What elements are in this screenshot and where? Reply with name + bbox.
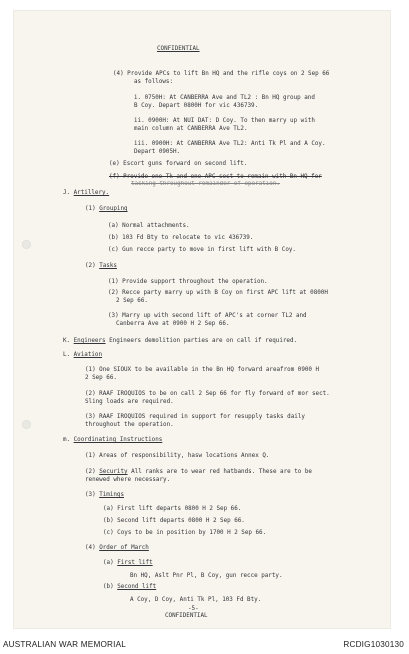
punch-hole: [22, 240, 31, 249]
text-line: iii. 0900H: At CANBERRA Ave TL2: Anti Tk Pl and A Coy.: [134, 141, 326, 147]
text-line: (1) Grouping: [85, 206, 128, 212]
text-line: (a) First lift: [103, 560, 153, 566]
text-line: (3) Marry up with second lift of APC's at corner TL2 and: [108, 313, 307, 319]
text-line: (e) Escort guns forward on second lift.: [109, 161, 248, 167]
text-line: (a) First lift departs 0800 H 2 Sep 66.: [103, 506, 242, 512]
text-line: CONFIDENTIAL: [165, 613, 208, 619]
punch-hole: [22, 420, 31, 429]
text-line: (3) RAAF IROQUIOS required in support for resupply tasks daily: [85, 414, 305, 420]
text-line: (2) Security All ranks are to wear red hatbands. These are to be: [85, 469, 312, 475]
text-line: -5-: [188, 606, 199, 612]
text-line: (4) Provide APCs to lift Bn HQ and the rifle coys on 2 Sep 66: [113, 71, 330, 77]
text-line: (c) Coys to be in position by 1700 H 2 Sep 66.: [103, 530, 267, 536]
text-line: 2 Sep 66.: [85, 375, 117, 381]
text-line: (1) One SIOUX to be available in the Bn HQ forward areafrom 0900 H: [85, 367, 320, 373]
text-line: Canberra Ave at 0900 H 2 Sep 66.: [116, 321, 230, 327]
text-line: Bn HQ, Aslt Pnr Pl, B Coy, gun recce party.: [130, 573, 283, 579]
text-line: as follows:: [134, 79, 174, 85]
text-line: main column at CANBERRA Ave TL2.: [134, 126, 248, 132]
text-line: B Coy. Depart 0800H for vic 436739.: [134, 103, 259, 109]
archive-footer: [0, 636, 409, 654]
text-line: Depart 0905H.: [134, 149, 181, 155]
archive-name: AUSTRALIAN WAR MEMORIAL: [3, 640, 127, 649]
text-line: (2) RAAF IROQUIOS to be on call 2 Sep 66 for fly forward of mor sect.: [85, 391, 330, 397]
text-line: (f) Provide one Tk and one APC sect to remain with Bn HQ for: [109, 174, 322, 180]
text-line: (a) Normal attachments.: [108, 223, 190, 229]
text-line: CONFIDENTIAL: [157, 46, 200, 52]
text-line: tasking throughout remainder of operation.: [131, 181, 280, 187]
text-line: (1) Areas of responsibility, hasw locations Annex Q.: [85, 453, 270, 459]
text-line: m. Coordinating Instructions: [63, 437, 163, 443]
text-line: J. Artillery.: [63, 190, 110, 196]
text-line: Sling loads are required.: [85, 399, 174, 405]
text-line: (3) Timings: [85, 492, 125, 498]
text-line: L. Aviation: [63, 352, 103, 358]
text-line: ii. 0900H: At NUI DAT: D Coy. To then marry up with: [134, 118, 315, 124]
text-line: throughout the operation.: [85, 422, 174, 428]
text-line: (b) 103 Fd Bty to relocate to vic 436739.: [108, 235, 254, 241]
text-line: 2 Sep 66.: [116, 298, 148, 304]
text-line: A Coy, D Coy, Anti Tk Pl, 103 Fd Bty.: [130, 597, 262, 603]
text-line: (2) Tasks: [85, 263, 117, 269]
text-line: (1) Provide support throughout the operation.: [108, 279, 268, 285]
text-line: i. 0750H: At CANBERRA Ave and TL2 : Bn HQ group and: [134, 95, 315, 101]
archive-id: RCDIG1030130: [343, 640, 404, 649]
text-line: (b) Second lift: [103, 584, 157, 590]
text-line: (b) Second lift departs 0800 H 2 Sep 66.: [103, 518, 245, 524]
text-line: (c) Gun recce party to move in first lift with B Coy.: [108, 247, 296, 253]
text-line: K. Engineers Engineers demolition parties are on call if required.: [63, 338, 298, 344]
text-line: (4) Order of March: [85, 545, 149, 551]
text-line: (2) Recce party marry up with B Coy on first APC lift at 0800H: [108, 290, 328, 296]
text-line: renewed where necessary.: [85, 477, 171, 483]
